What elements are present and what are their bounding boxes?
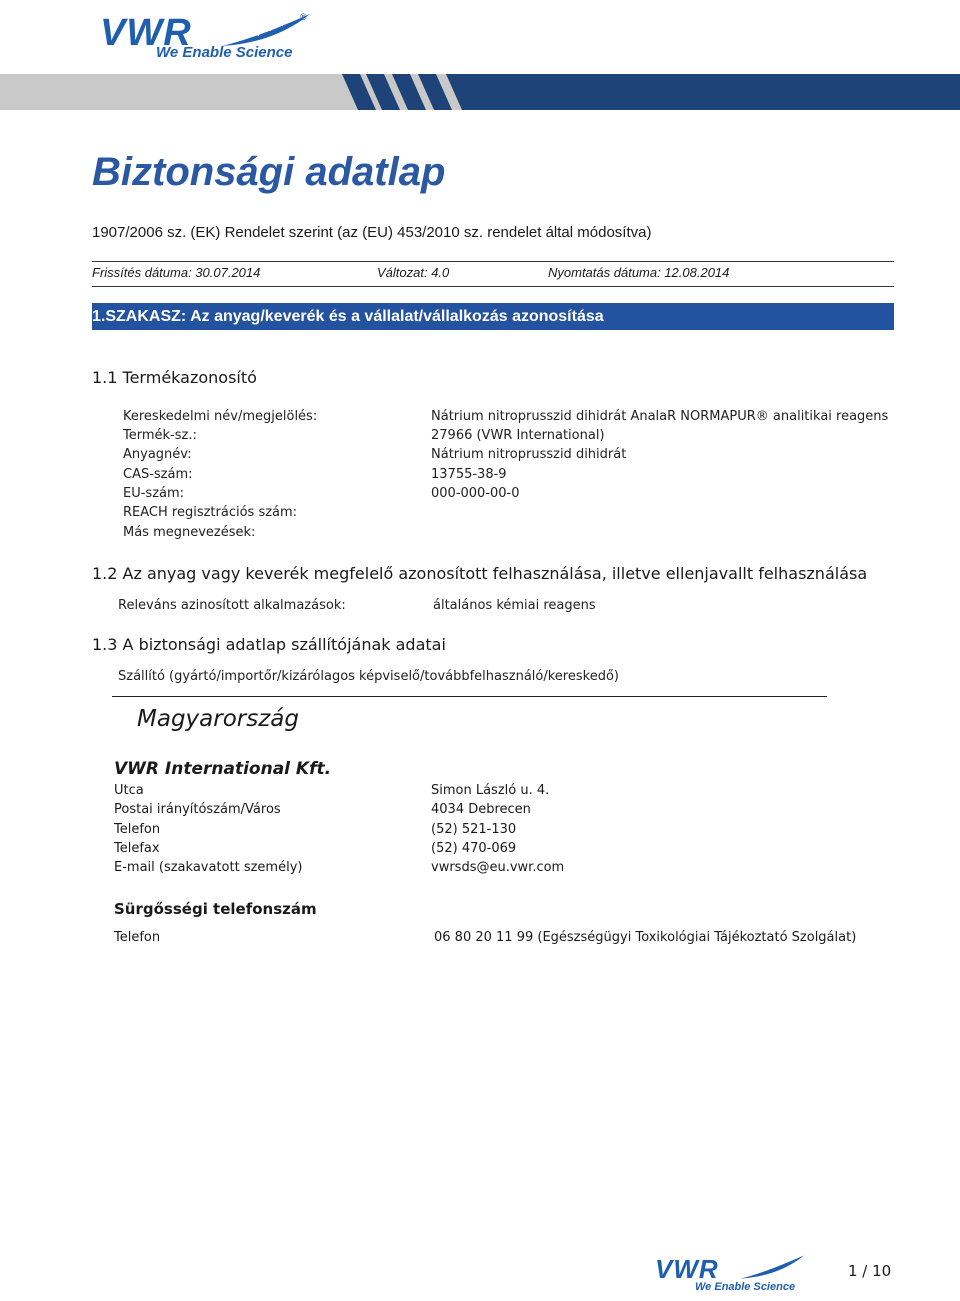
product-label-3: CAS-szám: — [123, 467, 193, 482]
contact-label-postal: Postai irányítószám/Város — [114, 802, 281, 817]
header-banner — [0, 74, 960, 110]
section-1-header — [92, 303, 894, 330]
product-label-6: Más megnevezések: — [123, 525, 256, 540]
vwr-logo-footer — [655, 1252, 815, 1298]
registered-mark: ® — [300, 12, 307, 22]
supplier-divider — [112, 696, 827, 697]
divider-top — [92, 261, 894, 262]
page-number: 1 / 10 — [848, 1262, 892, 1280]
product-value-1: 27966 (VWR International) — [431, 428, 605, 443]
subsection-1-2-title: 1.2 Az anyag vagy keverék megfelelő azonosított felhasználása, illetve ellenjavallt felhasználása — [92, 564, 868, 583]
contact-label-email: E-mail (szakavatott személy) — [114, 860, 303, 875]
revision-date: Frissítés dátuma: 30.07.2014 — [92, 265, 261, 280]
contact-label-fax: Telefax — [114, 841, 160, 856]
country-name: Magyarország — [137, 706, 299, 732]
footer-logo-tagline: We Enable Science — [695, 1281, 796, 1293]
version: Változat: 4.0 — [377, 265, 450, 280]
product-label-1: Termék-sz.: — [123, 428, 197, 443]
section-1-title: 1.SZAKASZ: Az anyag/keverék és a vállalat/vállalkozás azonosítása — [92, 308, 604, 325]
logo-tagline: We Enable Science — [156, 44, 293, 61]
supplier-label: Szállító (gyártó/importőr/kizárólagos képviselő/továbbfelhasználó/kereskedő) — [118, 669, 619, 684]
relevant-uses-value: általános kémiai reagens — [433, 598, 596, 613]
contact-label-phone: Telefon — [114, 822, 161, 837]
footer-logo-wordmark: VWR — [655, 1254, 719, 1284]
emergency-title: Sürgősségi telefonszám — [114, 900, 317, 918]
subsection-1-3-title: 1.3 A biztonsági adatlap szállítójának adatai — [92, 635, 446, 654]
company-name: VWR International Kft. — [114, 759, 332, 779]
product-label-2: Anyagnév: — [123, 447, 192, 462]
contact-value-email[interactable]: vwrsds@eu.vwr.com — [431, 860, 565, 875]
divider-bottom — [92, 286, 894, 287]
product-value-4: 000-000-00-0 — [431, 486, 520, 501]
print-date: Nyomtatás dátuma: 12.08.2014 — [548, 265, 730, 280]
product-value-0: Nátrium nitroprusszid dihidrát AnalaR NORMAPUR® analitikai reagens — [431, 409, 889, 424]
contact-value-phone: (52) 521-130 — [431, 822, 517, 837]
regulation-text: 1907/2006 sz. (EK) Rendelet szerint (az (EU) 453/2010 sz. rendelet által módosítva) — [92, 224, 652, 241]
contact-value-street: Simon László u. 4. — [431, 783, 550, 798]
emergency-label: Telefon — [114, 930, 161, 945]
product-value-3: 13755-38-9 — [431, 467, 507, 482]
footer-leaf-swoosh-icon — [737, 1252, 807, 1282]
relevant-uses-label: Releváns azinosított alkalmazások: — [118, 598, 346, 613]
contact-value-postal: 4034 Debrecen — [431, 802, 531, 817]
logo-wordmark: VWR — [100, 12, 192, 54]
emergency-value: 06 80 20 11 99 (Egészségügyi Toxikológiai Tájékoztató Szolgálat) — [434, 930, 857, 945]
product-label-0: Kereskedelmi név/megjelölés: — [123, 409, 318, 424]
product-value-2: Nátrium nitroprusszid dihidrát — [431, 447, 627, 462]
contact-value-fax: (52) 470-069 — [431, 841, 517, 856]
vwr-logo — [100, 10, 315, 62]
product-label-5: REACH regisztrációs szám: — [123, 505, 298, 520]
document-title: Biztonsági adatlap — [92, 150, 446, 194]
product-label-4: EU-szám: — [123, 486, 185, 501]
subsection-1-1-title: 1.1 Termékazonosító — [92, 368, 257, 387]
contact-label-street: Utca — [114, 783, 144, 798]
